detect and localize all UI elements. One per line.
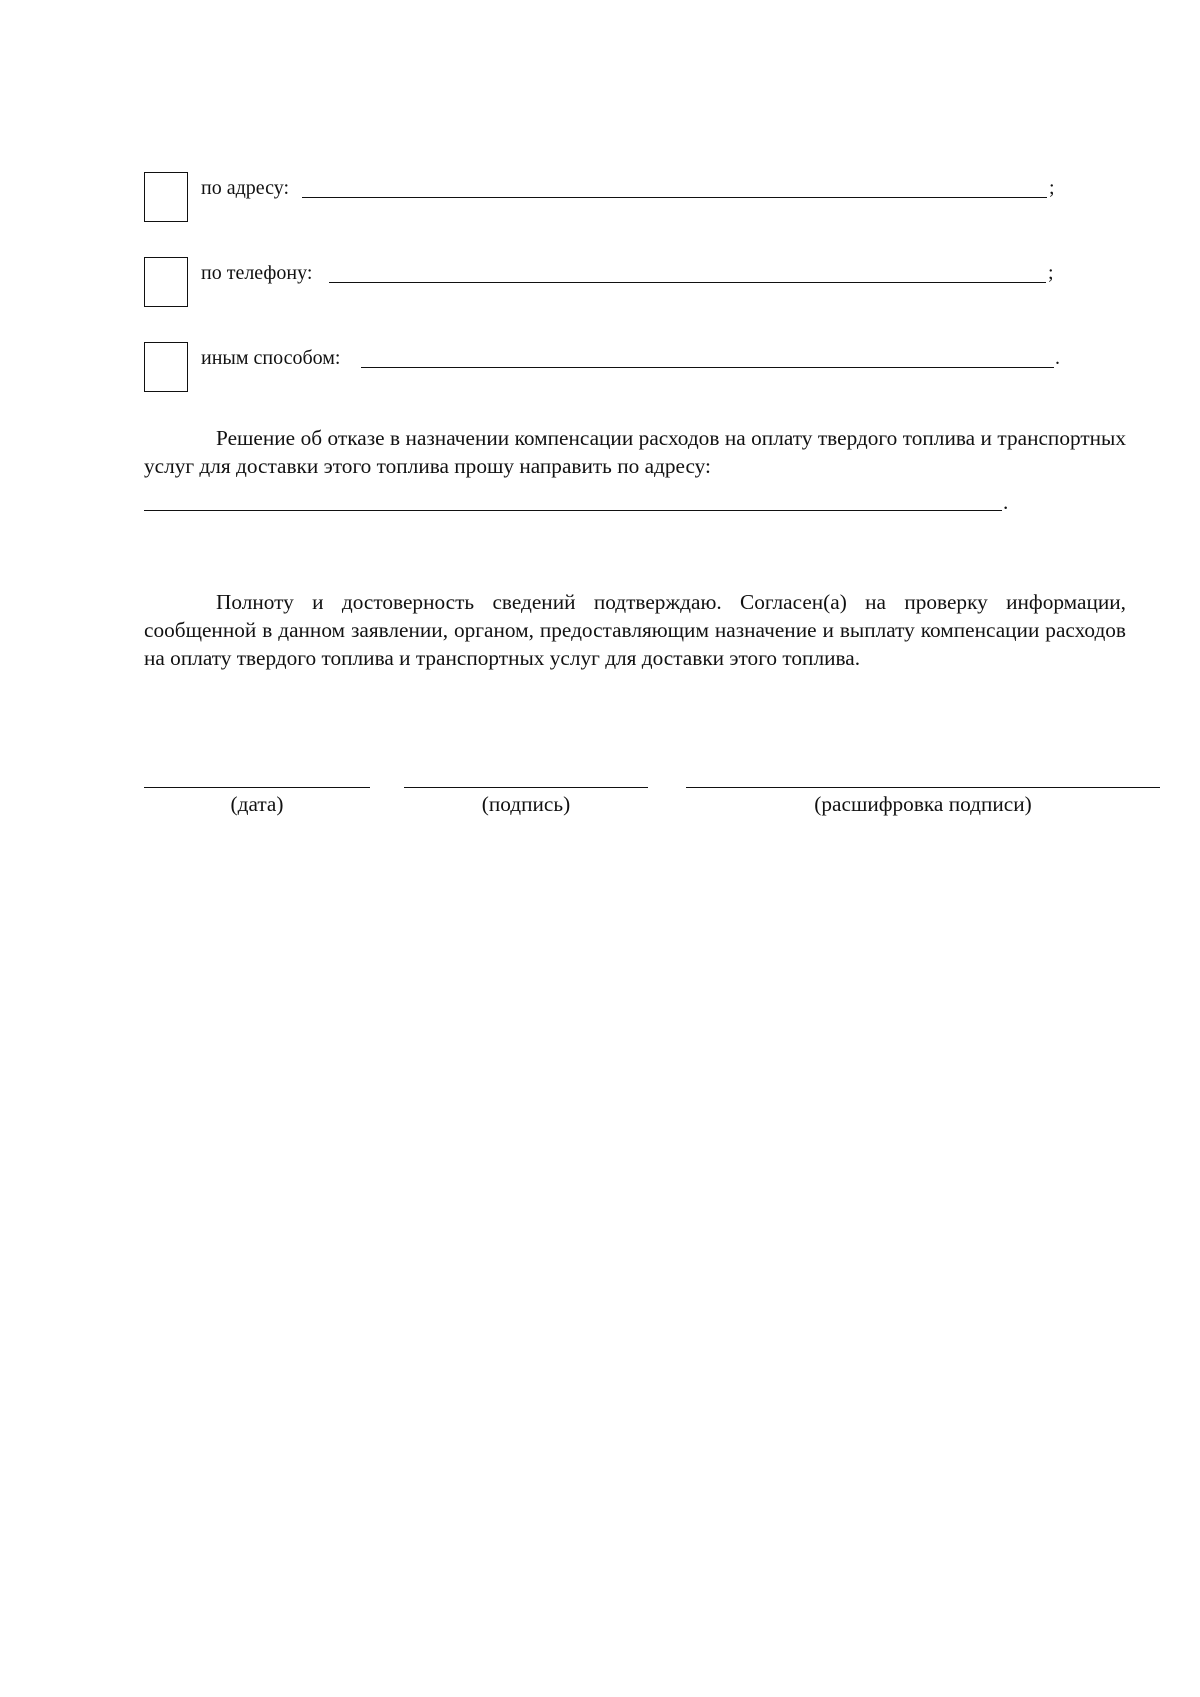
phone-terminator: ; — [1048, 262, 1054, 284]
date-line[interactable] — [144, 787, 370, 788]
address-checkbox[interactable] — [144, 172, 188, 222]
consent-paragraph: Полноту и достоверность сведений подтверждаю. Согласен(а) на проверку информации, сообщенной в данном заявлении, органом, предоставляющим назначение и выплату компенсации расходов на оплату твердого топлива и транспортных услуг для доставки этого топлива. — [144, 590, 1126, 670]
phone-checkbox[interactable] — [144, 257, 188, 307]
address-terminator: ; — [1049, 177, 1055, 199]
refusal-address-line[interactable] — [144, 510, 1002, 511]
refusal-terminator: . — [1003, 490, 1009, 514]
option-phone — [144, 257, 1064, 309]
other-method-terminator: . — [1055, 347, 1060, 369]
option-address — [144, 172, 1064, 224]
date-caption: (дата) — [230, 792, 284, 816]
refusal-paragraph: Решение об отказе в назначении компенсации расходов на оплату твердого топлива и транспортных услуг для доставки этого топлива прошу направить по адресу: — [144, 426, 1126, 478]
address-input-line[interactable] — [302, 197, 1047, 198]
signature-decryption-caption: (расшифровка подписи) — [814, 792, 1032, 816]
other-method-label: иным способом: — [201, 347, 341, 369]
signature-line[interactable] — [404, 787, 648, 788]
phone-input-line[interactable] — [329, 282, 1046, 283]
other-method-checkbox[interactable] — [144, 342, 188, 392]
phone-label: по телефону: — [201, 262, 313, 284]
address-label: по адресу: — [201, 177, 290, 199]
option-other — [144, 342, 1064, 394]
signature-caption: (подпись) — [481, 792, 571, 816]
signature-decryption-line[interactable] — [686, 787, 1160, 788]
other-method-input-line[interactable] — [361, 367, 1054, 368]
